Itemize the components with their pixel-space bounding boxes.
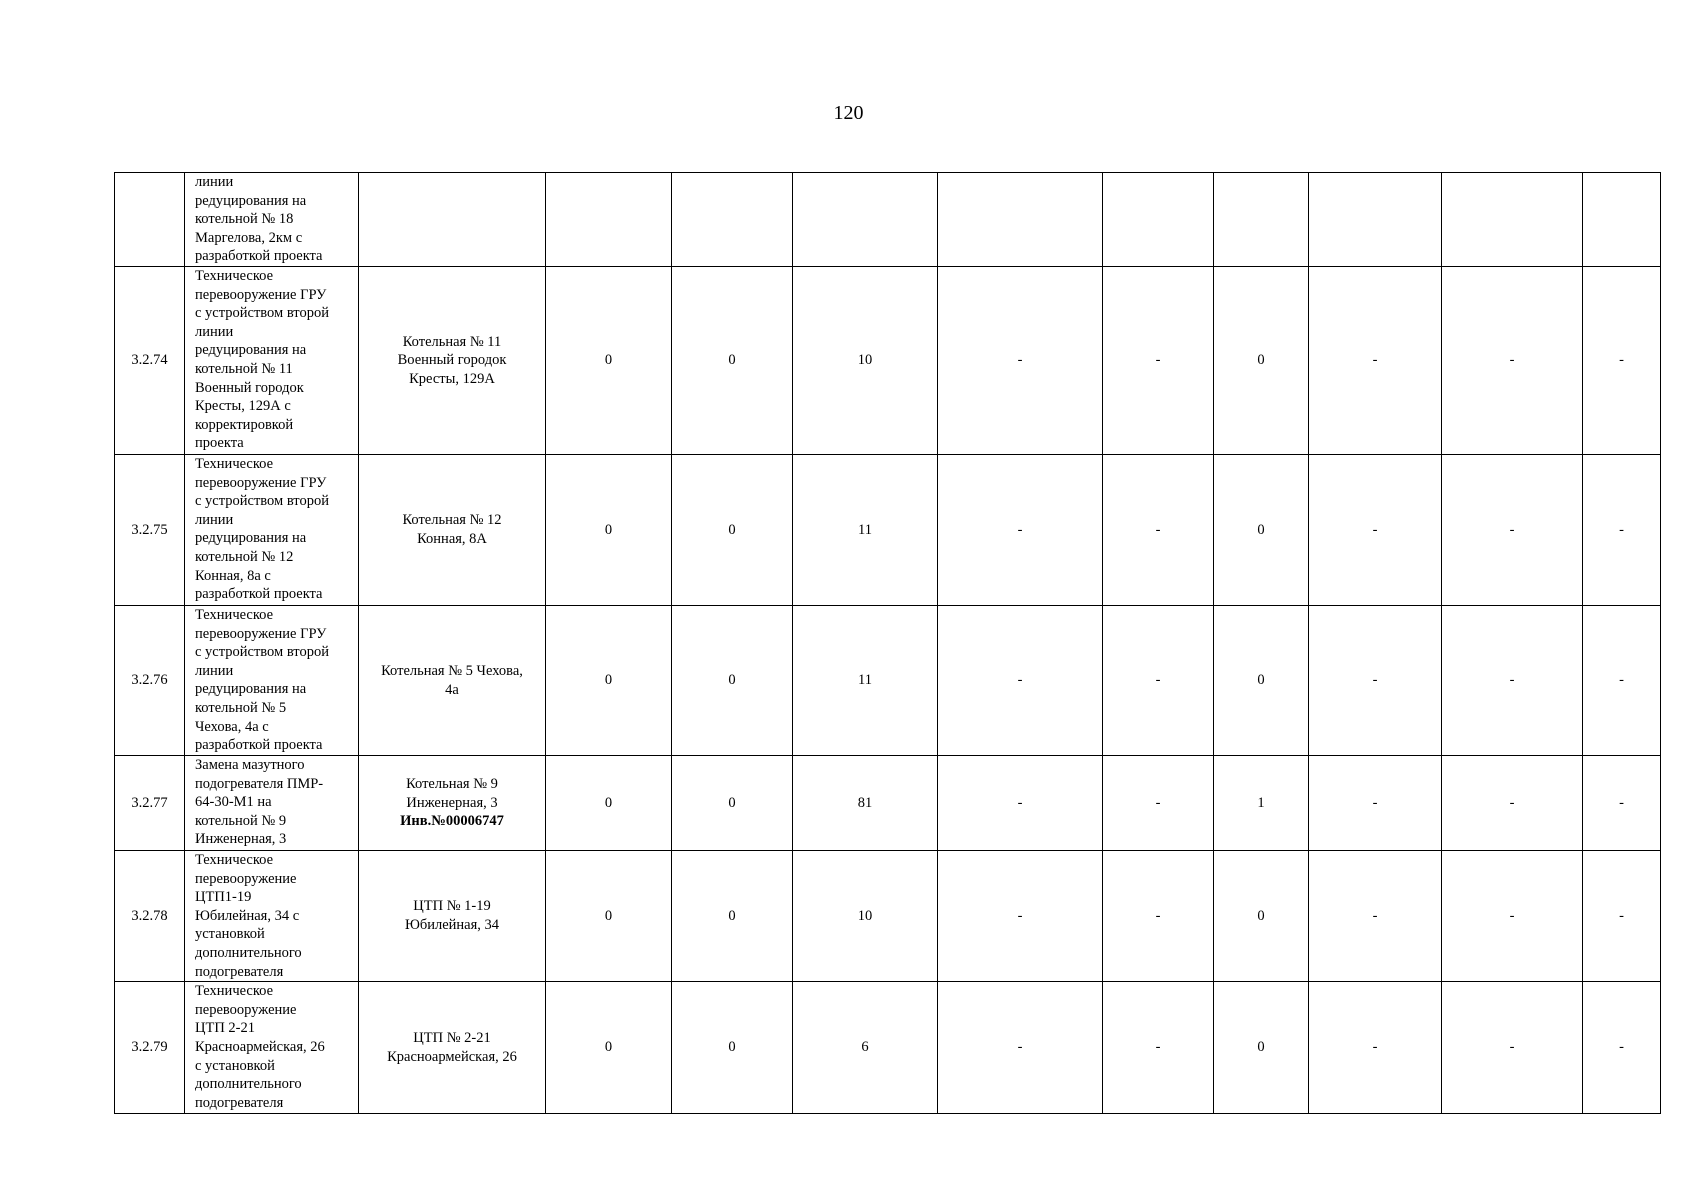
value-cell-9: - <box>1583 982 1661 1114</box>
value-cell-7: - <box>1309 606 1442 756</box>
value-cell-7: - <box>1309 455 1442 606</box>
value-cell-1: 0 <box>546 455 672 606</box>
value-cell-2: 0 <box>672 851 793 982</box>
value-cell-6: 0 <box>1214 982 1309 1114</box>
location-text: Котельная № 12 Конная, 8А <box>402 512 502 547</box>
location-cell <box>359 173 546 267</box>
value-cell-3: 81 <box>793 756 938 851</box>
value-cell-1: 0 <box>546 267 672 455</box>
row-number-cell <box>115 173 185 267</box>
table-row <box>115 606 1661 756</box>
value-cell-5: - <box>1103 455 1214 606</box>
value-cell-3 <box>793 173 938 267</box>
row-number-cell: 3.2.74 <box>115 267 185 455</box>
description-cell: линии редуцирования на котельной № 18 Маргелова, 2км с разработкой проекта <box>185 173 359 267</box>
location-cell <box>359 851 546 982</box>
description-cell: Техническое перевооружение ГРУ с устройством второй линии редуцирования на котельной № 11 Военный городок Кресты, 129А с корректировкой проекта <box>185 267 359 455</box>
value-cell-4: - <box>938 756 1103 851</box>
value-cell-7: - <box>1309 756 1442 851</box>
row-number-cell: 3.2.76 <box>115 606 185 756</box>
value-cell-7: - <box>1309 267 1442 455</box>
value-cell-6: 0 <box>1214 606 1309 756</box>
value-cell-3: 10 <box>793 851 938 982</box>
location-text: ЦТП № 1-19 Юбилейная, 34 <box>404 898 500 934</box>
value-cell-7: - <box>1309 851 1442 982</box>
table-row <box>115 756 1661 851</box>
value-cell-5 <box>1103 173 1214 267</box>
value-cell-3: 10 <box>793 267 938 455</box>
value-cell-8 <box>1442 173 1583 267</box>
value-cell-2 <box>672 173 793 267</box>
value-cell-8: - <box>1442 267 1583 455</box>
value-cell-1: 0 <box>546 756 672 851</box>
value-cell-6: 1 <box>1214 756 1309 851</box>
value-cell-8: - <box>1442 756 1583 851</box>
description-cell: Техническое перевооружение ЦТП1-19 Юбилейная, 34 с установкой дополнительного подогревателя <box>185 851 359 982</box>
row-number-cell: 3.2.79 <box>115 982 185 1114</box>
inventory-number: Инв.№00006747 <box>400 813 504 830</box>
row-number-cell: 3.2.75 <box>115 455 185 606</box>
value-cell-9: - <box>1583 267 1661 455</box>
value-cell-9: - <box>1583 756 1661 851</box>
value-cell-3: 11 <box>793 455 938 606</box>
location-cell <box>359 606 546 756</box>
location-cell <box>359 756 546 851</box>
value-cell-6: 0 <box>1214 455 1309 606</box>
table-row <box>115 851 1661 982</box>
table-row <box>115 173 1661 267</box>
location-text: Котельная № 5 Чехова, 4а <box>381 662 523 698</box>
table-row <box>115 267 1661 455</box>
value-cell-2: 0 <box>672 982 793 1114</box>
value-cell-6: 0 <box>1214 267 1309 455</box>
description-cell: Техническое перевооружение ГРУ с устройством второй линии редуцирования на котельной № 5 Чехова, 4а с разработкой проекта <box>185 606 359 756</box>
value-cell-4: - <box>938 982 1103 1114</box>
table-row <box>115 455 1661 606</box>
description-cell: Техническое перевооружение ЦТП 2-21 Красноармейская, 26 с установкой дополнительного подогревателя <box>185 982 359 1114</box>
location-text: Котельная № 11 Военный городок Кресты, 129А <box>397 333 507 387</box>
value-cell-3: 11 <box>793 606 938 756</box>
value-cell-8: - <box>1442 606 1583 756</box>
location-cell <box>359 455 546 606</box>
value-cell-5: - <box>1103 267 1214 455</box>
investment-table <box>114 172 1661 1114</box>
value-cell-8: - <box>1442 851 1583 982</box>
value-cell-5: - <box>1103 982 1214 1114</box>
value-cell-2: 0 <box>672 455 793 606</box>
location-text: ЦТП № 2-21 Красноармейская, 26 <box>387 1030 517 1065</box>
value-cell-6: 0 <box>1214 851 1309 982</box>
value-cell-9: - <box>1583 851 1661 982</box>
value-cell-5: - <box>1103 756 1214 851</box>
value-cell-8: - <box>1442 982 1583 1114</box>
value-cell-8: - <box>1442 455 1583 606</box>
location-text: Котельная № 9 Инженерная, 3 <box>406 776 498 811</box>
value-cell-3: 6 <box>793 982 938 1114</box>
row-number-cell: 3.2.78 <box>115 851 185 982</box>
value-cell-9: - <box>1583 455 1661 606</box>
description-cell: Замена мазутного подогревателя ПМР- 64-30-М1 на котельной № 9 Инженерная, 3 <box>185 756 359 851</box>
row-number-cell: 3.2.77 <box>115 756 185 851</box>
value-cell-9: - <box>1583 606 1661 756</box>
description-cell: Техническое перевооружение ГРУ с устройством второй линии редуцирования на котельной № 12 Конная, 8а с разработкой проекта <box>185 455 359 606</box>
value-cell-2: 0 <box>672 267 793 455</box>
location-cell <box>359 267 546 455</box>
value-cell-4: - <box>938 851 1103 982</box>
value-cell-7: - <box>1309 982 1442 1114</box>
value-cell-4: - <box>938 606 1103 756</box>
value-cell-4: - <box>938 267 1103 455</box>
table-row <box>115 982 1661 1114</box>
value-cell-4: - <box>938 455 1103 606</box>
value-cell-2: 0 <box>672 606 793 756</box>
value-cell-5: - <box>1103 851 1214 982</box>
value-cell-1: 0 <box>546 851 672 982</box>
value-cell-9 <box>1583 173 1661 267</box>
value-cell-7 <box>1309 173 1442 267</box>
value-cell-4 <box>938 173 1103 267</box>
location-cell <box>359 982 546 1114</box>
value-cell-2: 0 <box>672 756 793 851</box>
value-cell-1: 0 <box>546 982 672 1114</box>
value-cell-1: 0 <box>546 606 672 756</box>
page-number: 120 <box>833 102 864 124</box>
value-cell-6 <box>1214 173 1309 267</box>
value-cell-1 <box>546 173 672 267</box>
value-cell-5: - <box>1103 606 1214 756</box>
